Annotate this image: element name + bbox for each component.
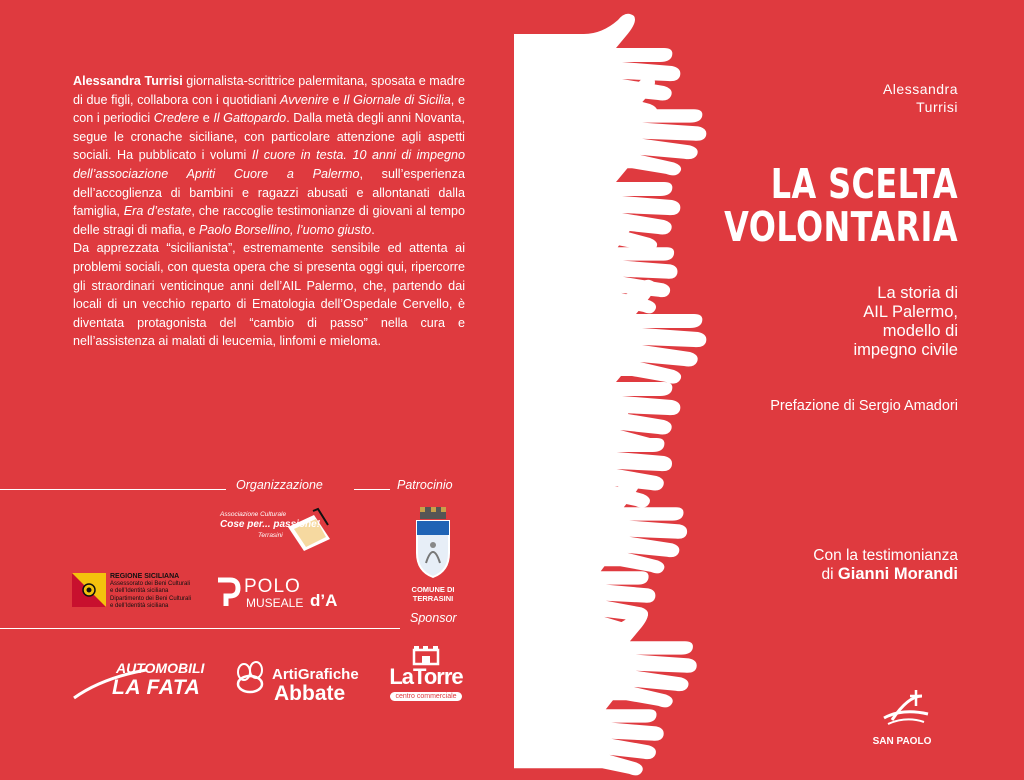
hands-illustration	[500, 0, 710, 780]
tower-icon	[386, 646, 466, 666]
divider	[354, 489, 390, 490]
author-name: Alessandra Turrisi	[882, 81, 958, 115]
sponsor-label: Sponsor	[410, 611, 457, 625]
divider	[0, 628, 400, 629]
assoc-line-3: Terrasini	[258, 532, 283, 539]
divider	[0, 489, 226, 490]
book-subtitle: La storia di AIL Palermo, modello di impegno civile	[853, 284, 958, 359]
polo-mark-icon	[214, 576, 242, 610]
sponsor-automobili-la-fata: AUTOMOBILI LA FATA	[72, 658, 222, 702]
san-paolo-logo-icon	[878, 690, 934, 732]
trinacria-icon	[72, 573, 106, 607]
comune-line-1: COMUNE DI	[411, 585, 455, 594]
associazione-logo	[218, 505, 338, 555]
work-paragraph: Da apprezzata “sicilianista”, estremamente sensibile ed attenta ai problemi sociali, con questa opera che si presenta oggi qui, ripercorre gli straordinari venticinque anni dell’AIL Palermo, che, partendo dai locali di un vecchio reparto di Ematologia dell’Ospedale Cervello, è diventata protagonista del “cambio di passo” nella cura e nell’assistenza ai malati di leucemia, linfomi e mieloma.	[73, 241, 465, 349]
author-bio	[73, 72, 465, 351]
bio-paragraph: Alessandra Turrisi giornalista-scrittrice palermitana, sposata e madre di due figli, collabora con i quotidiani Avvenire e Il Giornale di Sicilia, e con i periodici Credere e Il Gattopardo. Dalla metà degli anni Novanta, segue le cronache siciliane, con particolare attenzione agli aspetti sociali. Ha pubblicato i volumi Il cuore in testa. 10 anni di impegno dell’associazione Apriti Cuore a Palermo, sull’esperienza dell’accoglienza di bambini e ragazzi abusati e allontanati dalla famiglia, Era d’estate, che raccoglie testimonianze di giovani al tempo delle stragi di mafia, e Paolo Borsellino, l’uomo giusto.	[73, 74, 465, 237]
organizzazione-label: Organizzazione	[236, 478, 323, 492]
preface-credit: Prefazione di Sergio Amadori	[770, 398, 958, 414]
assoc-line-2: Cose per... passione!	[220, 519, 321, 530]
assoc-line-1: Associazione Culturale	[220, 511, 287, 518]
comune-line-2: TERRASINI	[412, 594, 454, 603]
comune-terrasini-logo	[404, 505, 462, 605]
regione-siciliana-logo: REGIONE SICILIANA Assessorato dei Beni Culturali e dell’Identità siciliana Dipartimento dei Beni Culturali e dell’Identità siciliana	[72, 573, 212, 613]
bio-name: Alessandra Turrisi	[73, 74, 183, 88]
book-title: LA SCELTA VOLONTARIA	[724, 160, 958, 251]
polo-museale-logo: POLO MUSEALE d’A	[214, 576, 344, 612]
bee-icon	[232, 660, 272, 700]
sponsor-artigrafiche-abbate: ArtiGrafiche Abbate	[232, 660, 372, 706]
sponsor-la-torre: LaTorre centro commerciale	[386, 646, 466, 710]
coat-of-arms-icon	[404, 505, 462, 585]
patrocinio-label: Patrocinio	[397, 478, 453, 492]
publisher-name: SAN PAOLO	[872, 736, 932, 747]
testimony-credit: Con la testimonianza di Gianni Morandi	[813, 547, 958, 583]
